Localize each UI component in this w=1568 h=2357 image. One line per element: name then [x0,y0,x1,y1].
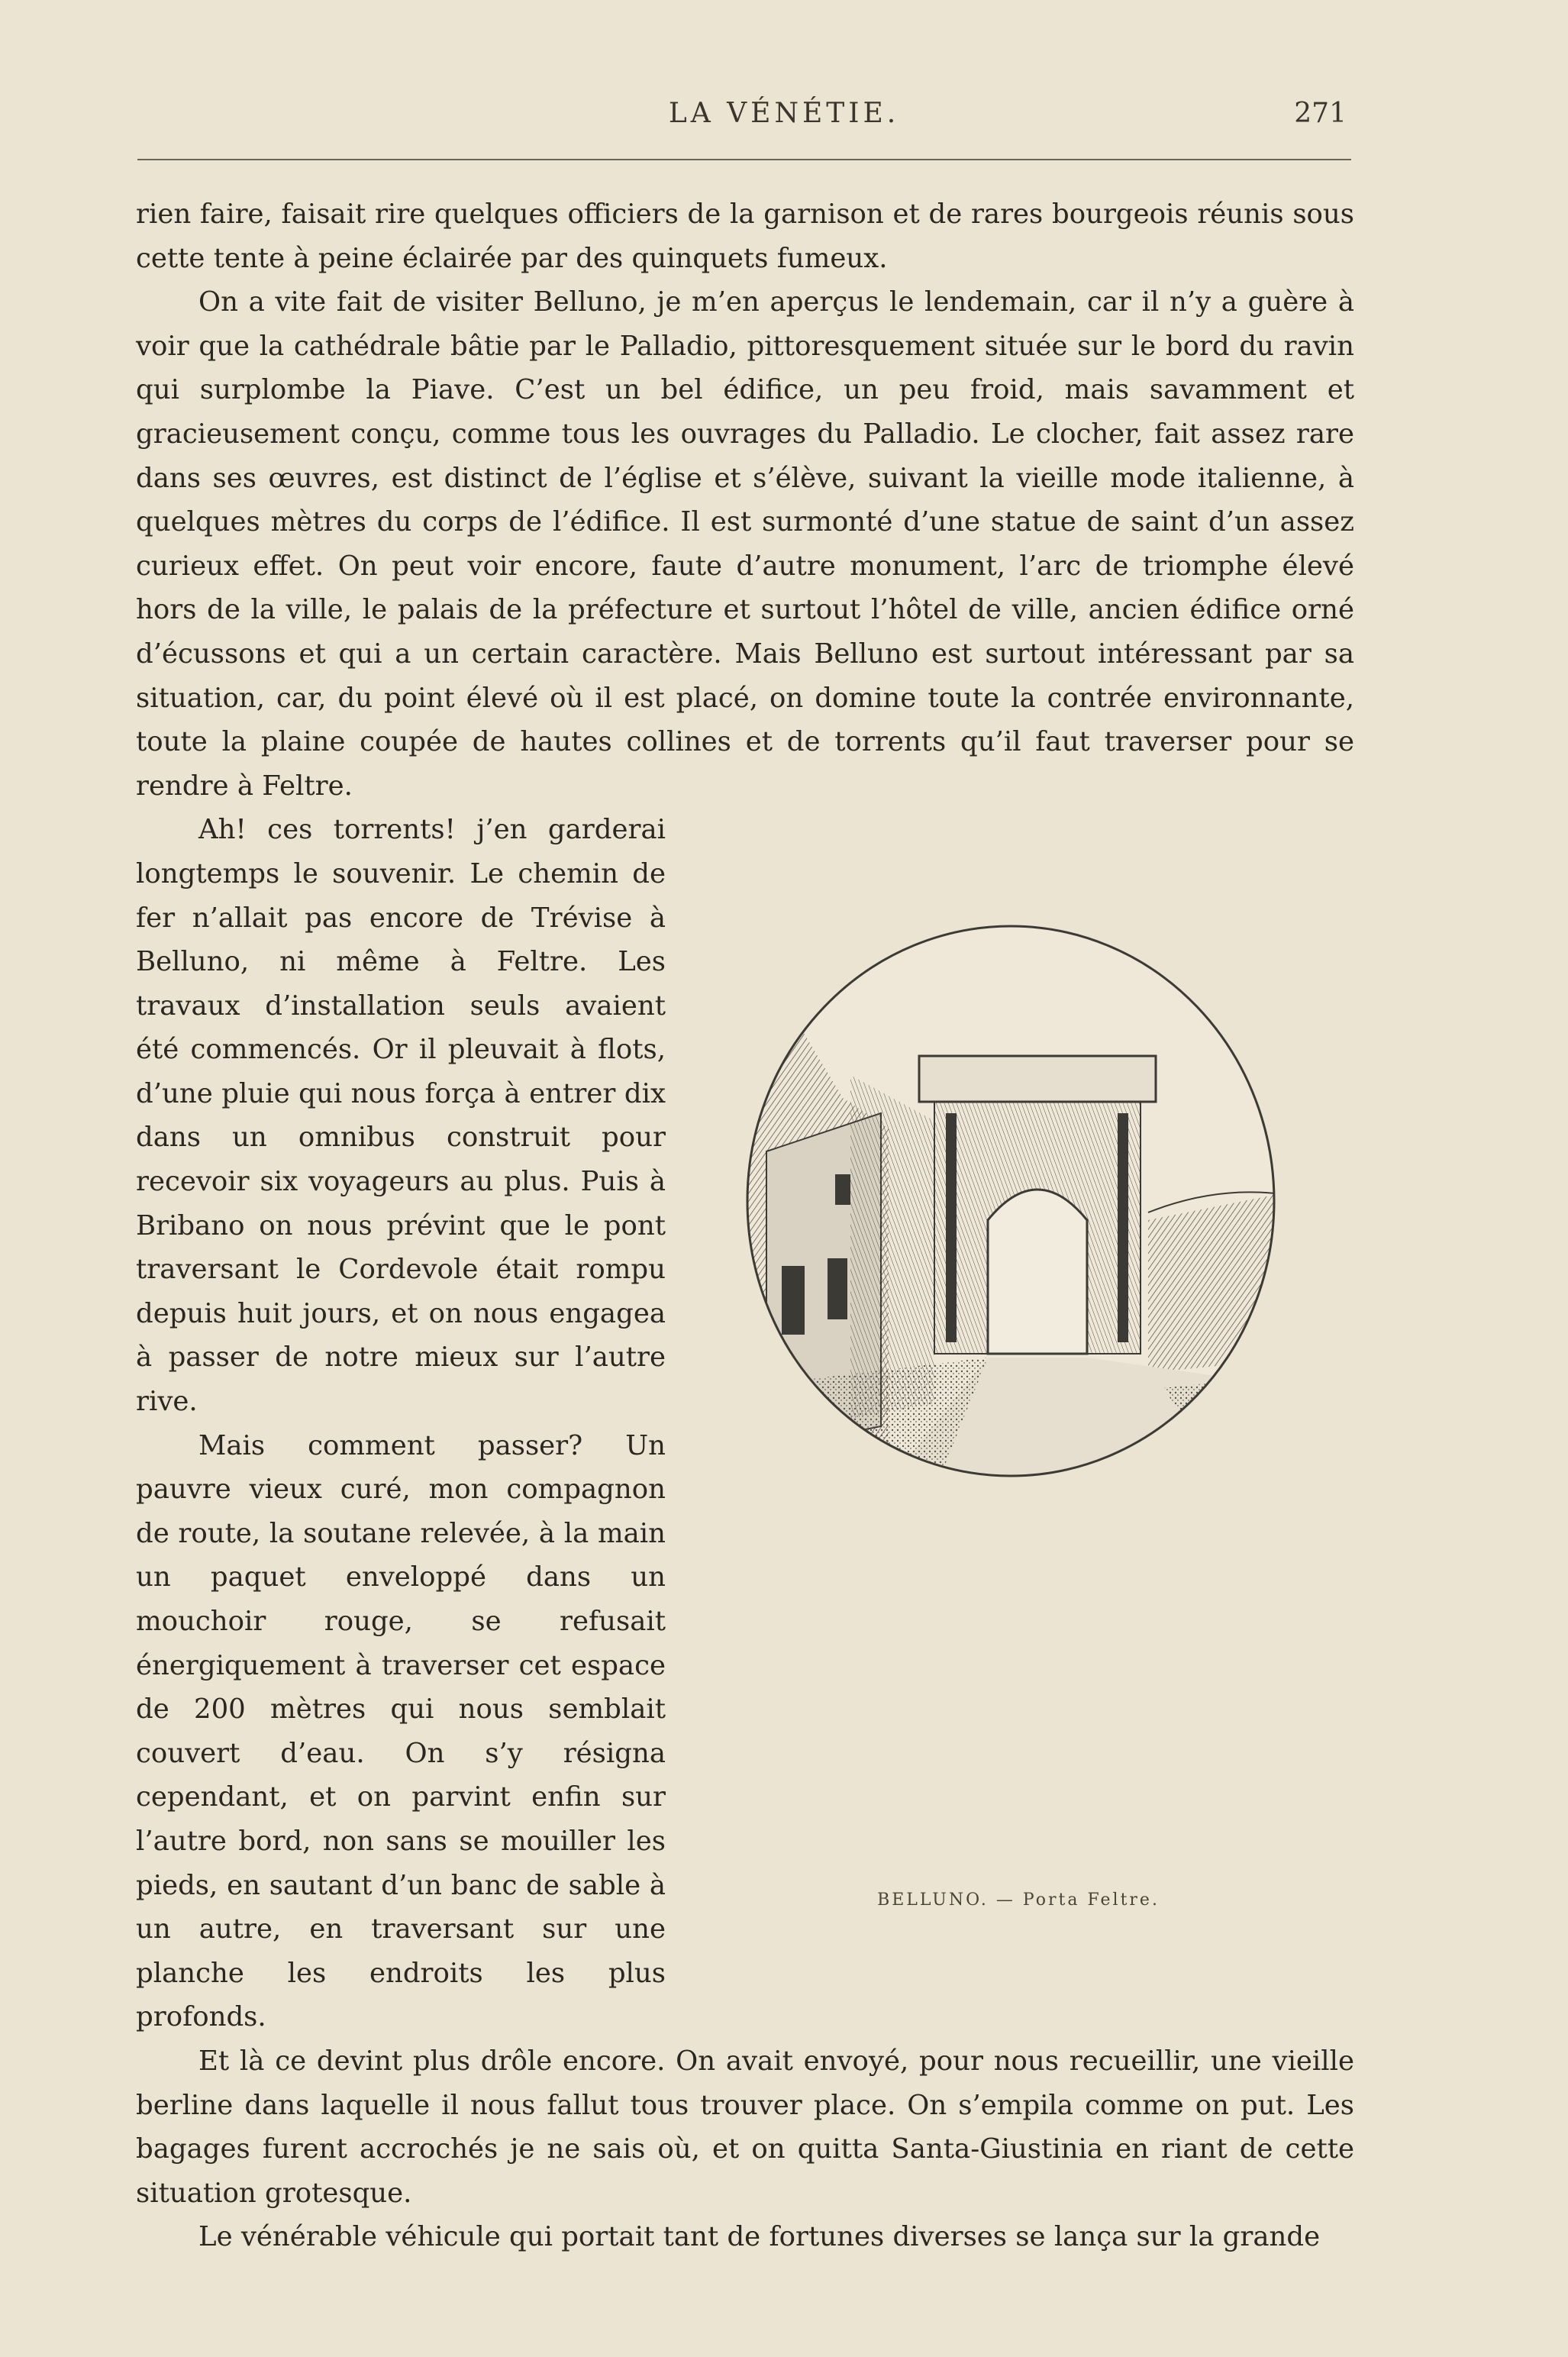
body-text [136,192,1354,2259]
header-rule [137,159,1351,160]
paragraph: Le vénérable véhicule qui portait tant de fortunes diverses se lança sur la grande [198,2221,1321,2253]
paragraph: On a vite fait de visiter Belluno, je m’en aperçus le lendemain, car il n’y a guère à voir que la cathédrale bâtie par le Palladio, pittoresquement située sur le bord du ravin qui surplombe la Piave. C’est un bel édifice, un peu froid, mais savamment et gracieusement conçu, comme tous les ouvrages du Palladio. Le clocher, fait assez rare dans ses œuvres, est distinct de l’église et s’élève, suivant la vieille mode italienne, à quelques mètres du corps de l’édifice. Il est surmonté d’une statue de saint d’un assez curieux effet. On peut voir encore, faute d’autre monument, l’arc de triomphe élevé hors de la ville, le palais de la préfecture et surtout l’hôtel de ville, ancien édifice orné d’écussons et qui a un certain caractère. Mais Belluno est surtout intéressant par sa situation, car, du point élevé où il est placé, on domine toute la contrée environnante, toute la plaine coupée de hautes collines et de torrents qu’il faut traverser pour se rendre à Feltre. [136,286,1354,802]
running-title: LA VÉNÉTIE. [668,98,900,129]
paragraph: rien faire, faisait rire quelques officiers de la garnison et de rares bourgeois réunis sous cette tente à peine éclairée par des quinquets fumeux. [136,199,1354,274]
paragraph: Et là ce devint plus drôle encore. On avait envoyé, pour nous recueillir, une vieille berline dans laquelle il nous fallut tous trouver place. On s’empila comme on put. Les bagages furent accrochés je ne sais où, et on quitta Santa-Giustinia en riant de cette situation grotesque. [136,2045,1354,2209]
figure-caption: BELLUNO. — Porta Feltre. [877,1890,1160,1910]
porta-feltre-illustration [736,899,1301,1854]
paragraph: Mais comment passer? Un pauvre vieux curé, mon compagnon de route, la soutane relevée, à la main un paquet enveloppé dans un mouchoir rouge, se refusait énergiquement à traverser cet espace de 200 mètres qui nous semblait couvert d’eau. On s’y résigna cependant, et on parvint enfin sur l’autre bord, non sans se mouiller les pieds, en sautant d’un banc de sable à un autre, en traversant sur une planche les endroits les plus profonds. [136,1429,666,2033]
page-number: 271 [1294,98,1347,129]
figure [682,808,1354,1953]
paragraph: Ah! ces torrents! j’en garderai longtemps le souvenir. Le chemin de fer n’allait pas encore de Trévise à Belluno, ni même à Feltre. Les travaux d’installation seuls avaient été commencés. Or il pleuvait à flots, d’une pluie qui nous força à entrer dix dans un omnibus construit pour recevoir six voyageurs au plus. Puis à Bribano on nous prévint que le pont traversant le Cordevole était rompu depuis huit jours, et on nous engagea à passer de notre mieux sur l’autre rive. [136,814,666,1418]
